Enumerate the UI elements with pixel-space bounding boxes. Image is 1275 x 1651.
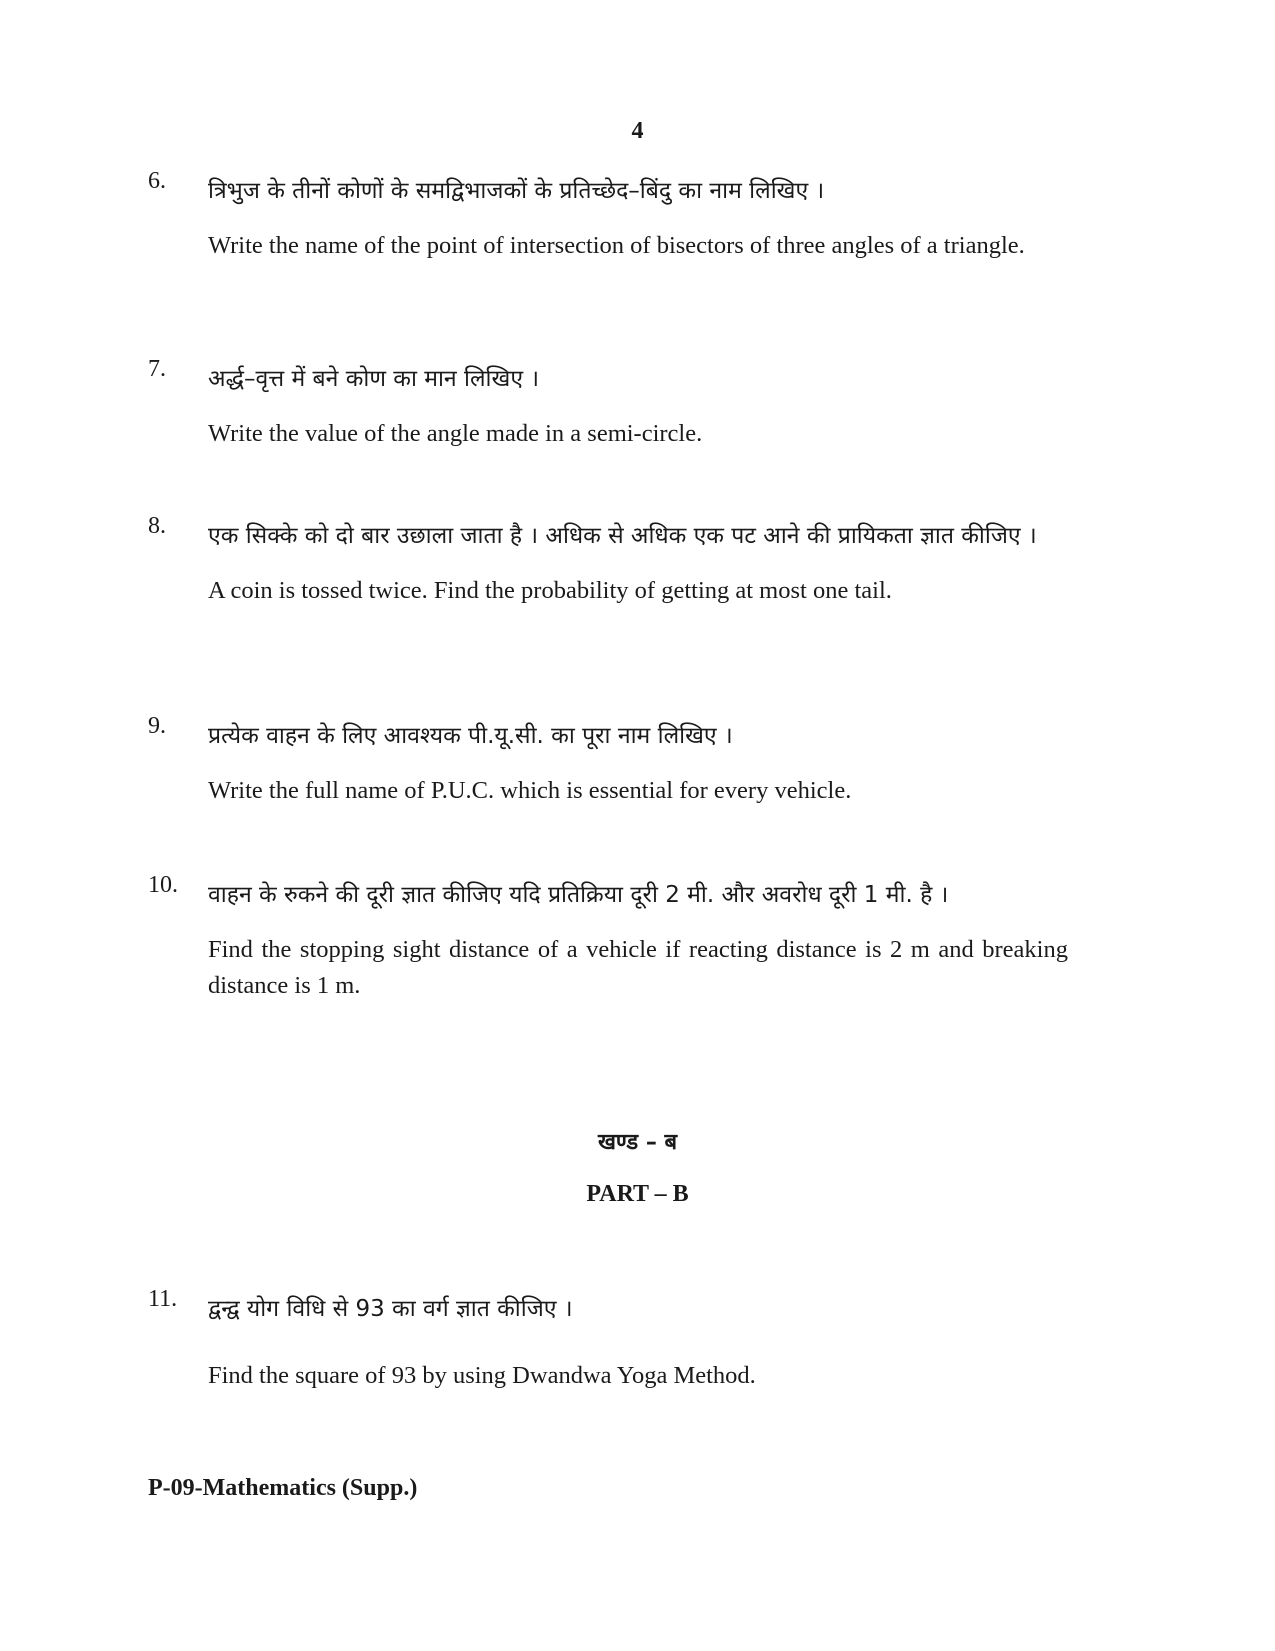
question-7 [148,356,1068,452]
question-11 [148,1286,1068,1394]
question-english: Write the full name of P.U.C. which is essential for every vehicle. [208,777,852,804]
question-number: 8. [148,513,166,539]
footer-paper-code: P-09-Mathematics (Supp.) [148,1475,418,1501]
question-hindi: अर्द्ध–वृत्त में बने कोण का मान लिखिए । [208,366,540,392]
question-number: 10. [148,872,178,898]
question-hindi: वाहन के रुकने की दूरी ज्ञात कीजिए यदि प्रतिक्रिया दूरी 2 मी. और अवरोध दूरी 1 मी. है । [208,882,949,908]
question-english: Find the square of 93 by using Dwandwa Yoga Method. [208,1362,756,1389]
question-english: A coin is tossed twice. Find the probability of getting at most one tail. [208,577,892,604]
question-hindi: एक सिक्के को दो बार उछाला जाता है । अधिक से अधिक एक पट आने की प्रायिकता ज्ञात कीजिए । [208,523,1037,549]
question-8 [148,513,1068,609]
question-number: 7. [148,356,166,382]
section-title-english: PART – B [586,1181,689,1207]
question-hindi: प्रत्येक वाहन के लिए आवश्यक पी.यू.सी. का पूरा नाम लिखिए । [208,723,733,749]
question-english: Find the stopping sight distance of a vehicle if reacting distance is 2 m and breaking distance is 1 m. [208,936,1068,999]
question-6 [148,168,1068,264]
question-english: Write the value of the angle made in a semi-circle. [208,420,703,447]
question-hindi: द्वन्द्व योग विधि से 93 का वर्ग ज्ञात कीजिए । [208,1296,573,1322]
question-9 [148,713,1068,809]
question-number: 11. [148,1286,178,1312]
question-english: Write the name of the point of intersection of bisectors of three angles of a triangle. [208,232,1025,259]
question-number: 9. [148,713,166,739]
question-hindi: त्रिभुज के तीनों कोणों के समद्विभाजकों के प्रतिच्छेद–बिंदु का नाम लिखिए । [208,178,825,204]
question-number: 6. [148,168,166,194]
section-title-hindi: खण्ड – ब [597,1130,678,1155]
page-number: 4 [631,118,644,144]
question-10 [148,872,1068,1004]
